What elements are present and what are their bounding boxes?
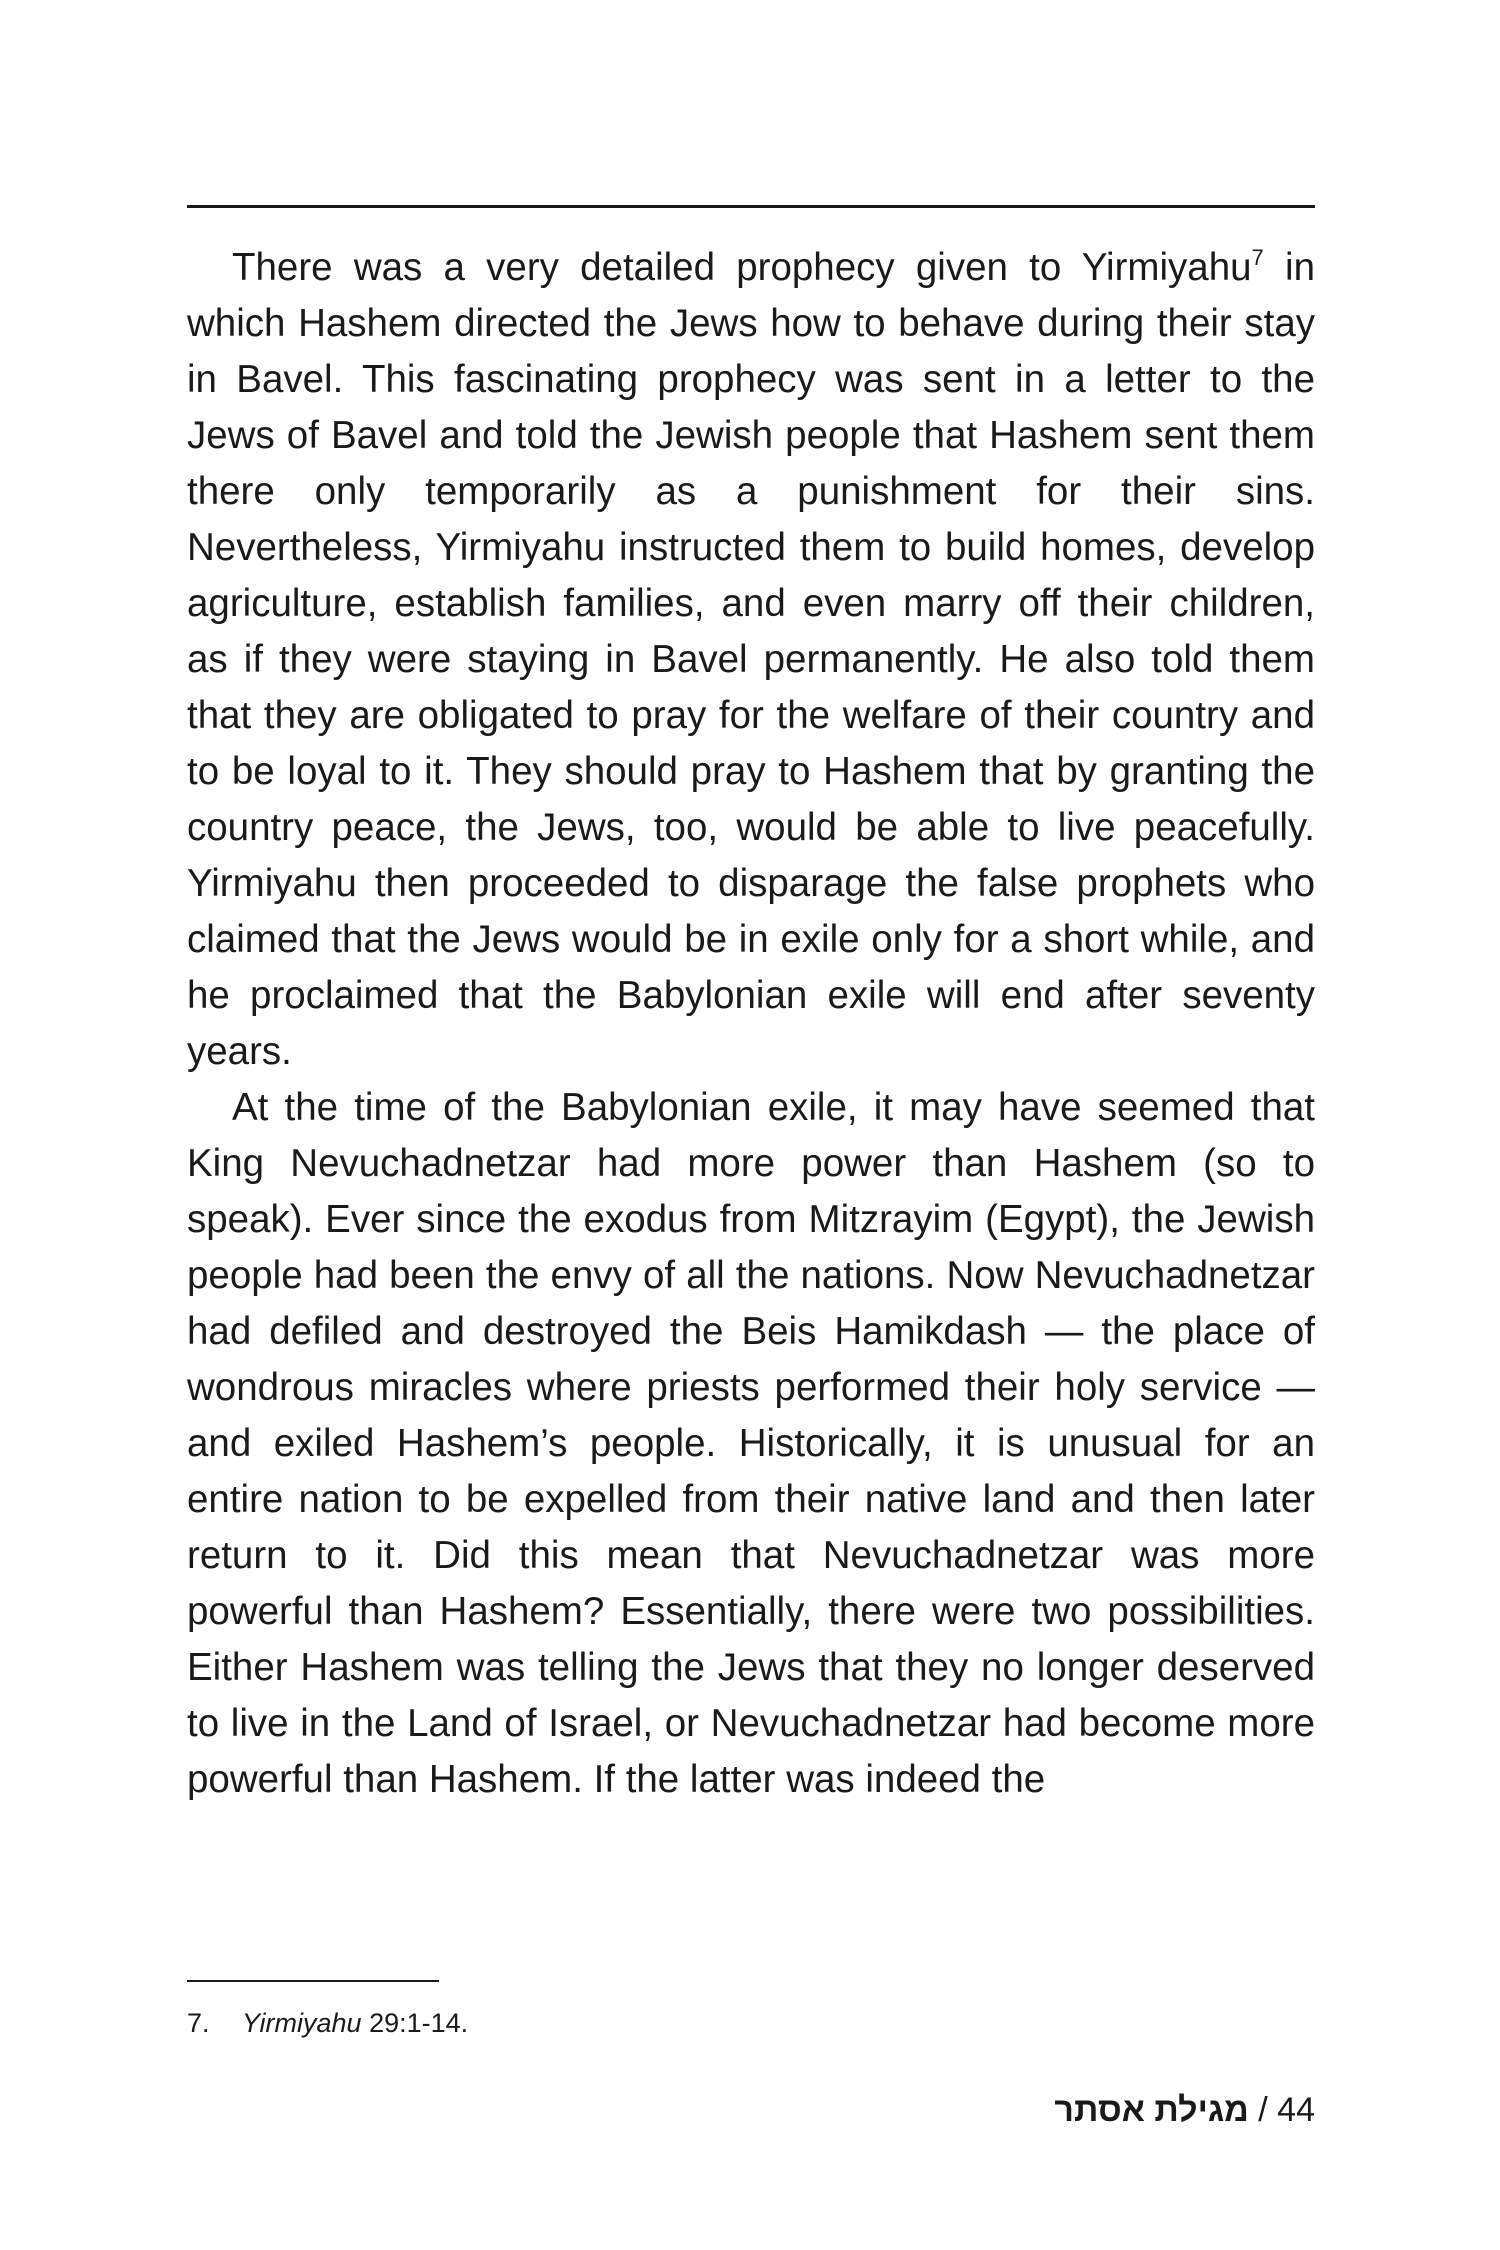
footnote-reference[interactable]: 7 xyxy=(1251,245,1264,270)
paragraph-2: At the time of the Babylonian exile, it may have seemed that King Nevuchadnetzar had more power than Hashem (so to speak). Ever since the exodus from Mitzrayim (Egypt), the Jewish people had been the envy of all the nations. Now Nevuchadnetzar had defiled and destroyed the Beis Hamikdash — the place of wondrous miracles where priests performed their holy service — and exiled Hashem’s people. Historically, it is unusual for an entire nation to be expelled from their native land and then later return to it. Did this mean that Nevuchadnetzar was more powerful than Hashem? Essentially, there were two possibilities. Either Hashem was telling the Jews that they no longer deserved to live in the Land of Israel, or Nevuchadnetzar had become more powerful than Hashem. If the latter was indeed the xyxy=(187,1086,1315,1801)
page-number: 44 xyxy=(1277,2091,1315,2129)
book-title: מגילת אסתר xyxy=(1054,2091,1249,2129)
footnote xyxy=(187,2006,468,2040)
footnote-book: Yirmiyahu xyxy=(242,2008,362,2038)
page-footer xyxy=(1054,2088,1315,2132)
footnote-rule xyxy=(187,1980,439,1982)
header-rule xyxy=(187,205,1315,208)
paragraph-1 xyxy=(187,240,1315,1080)
footnote-reference-text: 29:1-14. xyxy=(361,2008,469,2038)
footnote-number: 7. xyxy=(187,2008,210,2038)
paragraph-1-text-start: There was a very detailed prophecy given to Yirmiyahu xyxy=(232,246,1252,289)
paragraph-1-text-end: in which Hashem directed the Jews how to behave during their stay in Bavel. This fascinating prophecy was sent in a letter to the Jews of Bavel and told the Jewish people that Hashem sent them there only temporarily as a punishment for their sins. Nevertheless, Yirmiyahu instructed them to build homes, develop agriculture, establish families, and even marry off their children, as if they were staying in Bavel permanently. He also told them that they are obligated to pray for the welfare of their country and to be loyal to it. They should pray to Hashem that by granting the country peace, the Jews, too, would be able to live peacefully. Yirmiyahu then proceeded to disparage the false prophets who claimed that the Jews would be in exile only for a short while, and he proclaimed that the Babylonian exile will end after seventy years. xyxy=(187,246,1316,1073)
body-text xyxy=(187,240,1315,1808)
footer-separator: / xyxy=(1248,2091,1278,2129)
